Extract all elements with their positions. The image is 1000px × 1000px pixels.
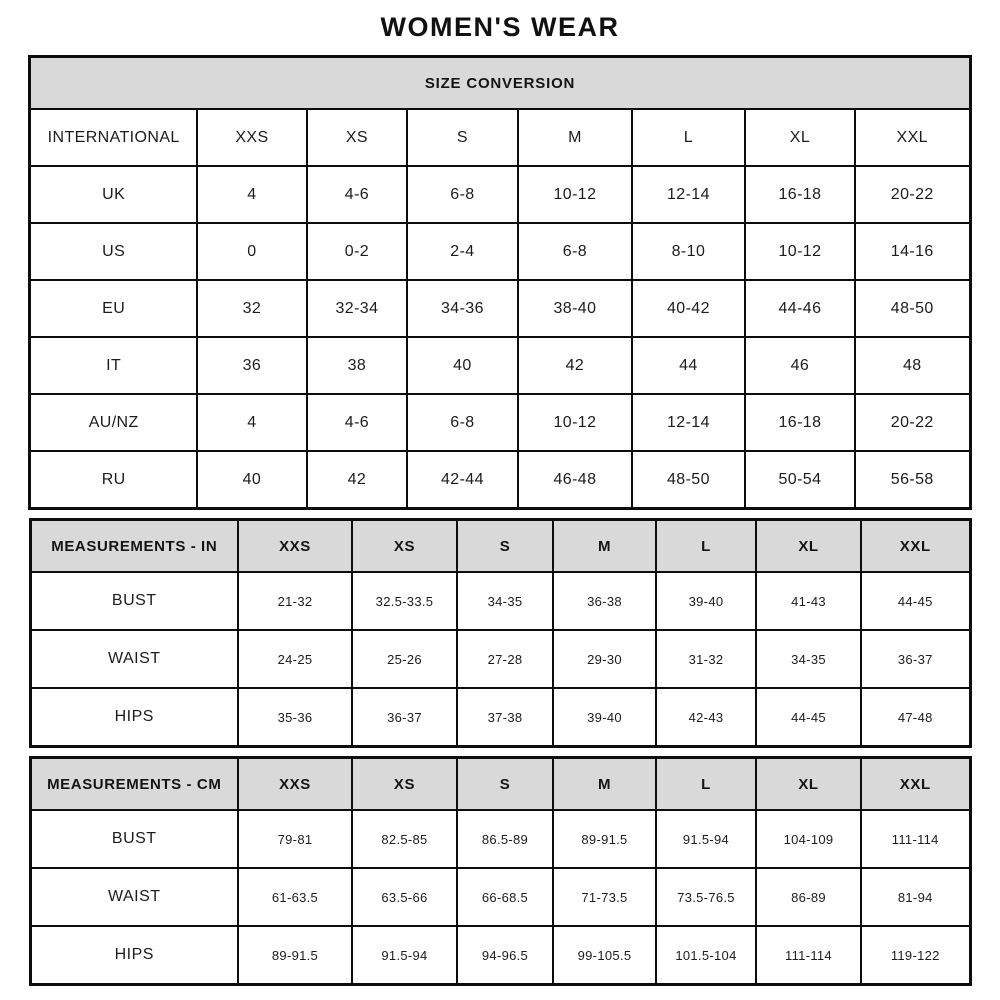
- value-cell: 36-37: [352, 688, 457, 747]
- value-cell: 31-32: [656, 630, 756, 688]
- size-column-header: M: [553, 520, 656, 573]
- value-cell: 40: [197, 451, 307, 509]
- row-label: WAIST: [30, 868, 238, 926]
- value-cell: 104-109: [756, 810, 861, 868]
- value-cell: 37-38: [457, 688, 553, 747]
- size-column-header: XXL: [861, 758, 970, 811]
- value-cell: 48-50: [632, 451, 745, 509]
- value-cell: 0-2: [307, 223, 407, 280]
- value-cell: 99-105.5: [553, 926, 656, 985]
- value-cell: 10-12: [745, 223, 855, 280]
- value-cell: 86.5-89: [457, 810, 553, 868]
- value-cell: 94-96.5: [457, 926, 553, 985]
- value-cell: 48: [855, 337, 970, 394]
- value-cell: 32-34: [307, 280, 407, 337]
- value-cell: 34-35: [756, 630, 861, 688]
- value-cell: 41-43: [756, 572, 861, 630]
- value-cell: 111-114: [756, 926, 861, 985]
- table-row: [30, 926, 970, 985]
- value-cell: 79-81: [238, 810, 352, 868]
- value-cell: 66-68.5: [457, 868, 553, 926]
- value-cell: 0: [197, 223, 307, 280]
- table-row: [30, 337, 970, 394]
- value-cell: 14-16: [855, 223, 970, 280]
- value-cell: 16-18: [745, 166, 855, 223]
- size-column-header: XXS: [238, 758, 352, 811]
- size-conversion-body: [30, 109, 970, 509]
- value-cell: 119-122: [861, 926, 970, 985]
- table-row: [30, 223, 970, 280]
- size-column-header: XL: [756, 520, 861, 573]
- value-cell: 39-40: [553, 688, 656, 747]
- value-cell: 2-4: [407, 223, 518, 280]
- table-row: [30, 868, 970, 926]
- value-cell: 89-91.5: [238, 926, 352, 985]
- value-cell: 101.5-104: [656, 926, 756, 985]
- table-row: [30, 810, 970, 868]
- table-title-cell: MEASUREMENTS - CM: [30, 758, 238, 811]
- value-cell: 40-42: [632, 280, 745, 337]
- value-cell: 36: [197, 337, 307, 394]
- value-cell: 40: [407, 337, 518, 394]
- size-column-header: XL: [756, 758, 861, 811]
- table-row: [30, 572, 970, 630]
- row-label: INTERNATIONAL: [30, 109, 197, 166]
- value-cell: 46-48: [518, 451, 632, 509]
- value-cell: 36-37: [861, 630, 970, 688]
- value-cell: 81-94: [861, 868, 970, 926]
- value-cell: 44-46: [745, 280, 855, 337]
- table-row: [30, 109, 970, 166]
- table-row: [30, 688, 970, 747]
- value-cell: 61-63.5: [238, 868, 352, 926]
- size-column-header: S: [457, 758, 553, 811]
- value-cell: S: [407, 109, 518, 166]
- value-cell: 12-14: [632, 166, 745, 223]
- row-label: HIPS: [30, 926, 238, 985]
- value-cell: 44: [632, 337, 745, 394]
- measurements-in-table: [29, 518, 972, 748]
- size-column-header: M: [553, 758, 656, 811]
- measurements-in-header-row: [30, 520, 970, 573]
- value-cell: M: [518, 109, 632, 166]
- value-cell: 39-40: [656, 572, 756, 630]
- page-title: WOMEN'S WEAR: [380, 12, 620, 42]
- size-conversion-banner-row: [30, 57, 970, 110]
- value-cell: 25-26: [352, 630, 457, 688]
- value-cell: 42-43: [656, 688, 756, 747]
- value-cell: 34-36: [407, 280, 518, 337]
- value-cell: 4: [197, 166, 307, 223]
- value-cell: 20-22: [855, 394, 970, 451]
- value-cell: 16-18: [745, 394, 855, 451]
- row-label: UK: [30, 166, 197, 223]
- value-cell: L: [632, 109, 745, 166]
- measurements-in-body: [30, 572, 970, 747]
- value-cell: 4-6: [307, 394, 407, 451]
- size-column-header: L: [656, 758, 756, 811]
- value-cell: XL: [745, 109, 855, 166]
- size-conversion-title: SIZE CONVERSION: [30, 57, 970, 110]
- value-cell: 10-12: [518, 166, 632, 223]
- value-cell: 56-58: [855, 451, 970, 509]
- row-label: RU: [30, 451, 197, 509]
- value-cell: 86-89: [756, 868, 861, 926]
- value-cell: XXL: [855, 109, 970, 166]
- row-label: BUST: [30, 810, 238, 868]
- value-cell: 6-8: [518, 223, 632, 280]
- value-cell: 82.5-85: [352, 810, 457, 868]
- row-label: IT: [30, 337, 197, 394]
- table-row: [30, 394, 970, 451]
- value-cell: 34-35: [457, 572, 553, 630]
- row-label: HIPS: [30, 688, 238, 747]
- value-cell: 4-6: [307, 166, 407, 223]
- value-cell: 27-28: [457, 630, 553, 688]
- value-cell: 44-45: [861, 572, 970, 630]
- value-cell: 91.5-94: [352, 926, 457, 985]
- row-label: WAIST: [30, 630, 238, 688]
- row-label: EU: [30, 280, 197, 337]
- value-cell: 32: [197, 280, 307, 337]
- table-row: [30, 166, 970, 223]
- table-row: [30, 451, 970, 509]
- value-cell: 42: [307, 451, 407, 509]
- measurements-cm-table: [29, 756, 972, 986]
- table-row: [30, 630, 970, 688]
- table-row: [30, 280, 970, 337]
- size-column-header: XXS: [238, 520, 352, 573]
- value-cell: 38: [307, 337, 407, 394]
- value-cell: 48-50: [855, 280, 970, 337]
- value-cell: 73.5-76.5: [656, 868, 756, 926]
- row-label: BUST: [30, 572, 238, 630]
- size-column-header: L: [656, 520, 756, 573]
- value-cell: 29-30: [553, 630, 656, 688]
- value-cell: 35-36: [238, 688, 352, 747]
- value-cell: 10-12: [518, 394, 632, 451]
- measurements-cm-header-row: [30, 758, 970, 811]
- row-label: AU/NZ: [30, 394, 197, 451]
- value-cell: 24-25: [238, 630, 352, 688]
- size-column-header: XXL: [861, 520, 970, 573]
- size-column-header: XS: [352, 758, 457, 811]
- value-cell: XS: [307, 109, 407, 166]
- value-cell: 42: [518, 337, 632, 394]
- value-cell: 46: [745, 337, 855, 394]
- value-cell: 44-45: [756, 688, 861, 747]
- measurements-cm-body: [30, 810, 970, 985]
- size-column-header: XS: [352, 520, 457, 573]
- value-cell: 20-22: [855, 166, 970, 223]
- value-cell: 4: [197, 394, 307, 451]
- value-cell: 91.5-94: [656, 810, 756, 868]
- row-label: US: [30, 223, 197, 280]
- size-conversion-table: [28, 55, 971, 510]
- value-cell: 89-91.5: [553, 810, 656, 868]
- value-cell: 8-10: [632, 223, 745, 280]
- value-cell: 6-8: [407, 394, 518, 451]
- value-cell: 6-8: [407, 166, 518, 223]
- value-cell: 38-40: [518, 280, 632, 337]
- value-cell: XXS: [197, 109, 307, 166]
- value-cell: 36-38: [553, 572, 656, 630]
- value-cell: 71-73.5: [553, 868, 656, 926]
- value-cell: 21-32: [238, 572, 352, 630]
- value-cell: 42-44: [407, 451, 518, 509]
- value-cell: 12-14: [632, 394, 745, 451]
- value-cell: 47-48: [861, 688, 970, 747]
- value-cell: 50-54: [745, 451, 855, 509]
- size-column-header: S: [457, 520, 553, 573]
- value-cell: 32.5-33.5: [352, 572, 457, 630]
- table-title-cell: MEASUREMENTS - IN: [30, 520, 238, 573]
- value-cell: 111-114: [861, 810, 970, 868]
- value-cell: 63.5-66: [352, 868, 457, 926]
